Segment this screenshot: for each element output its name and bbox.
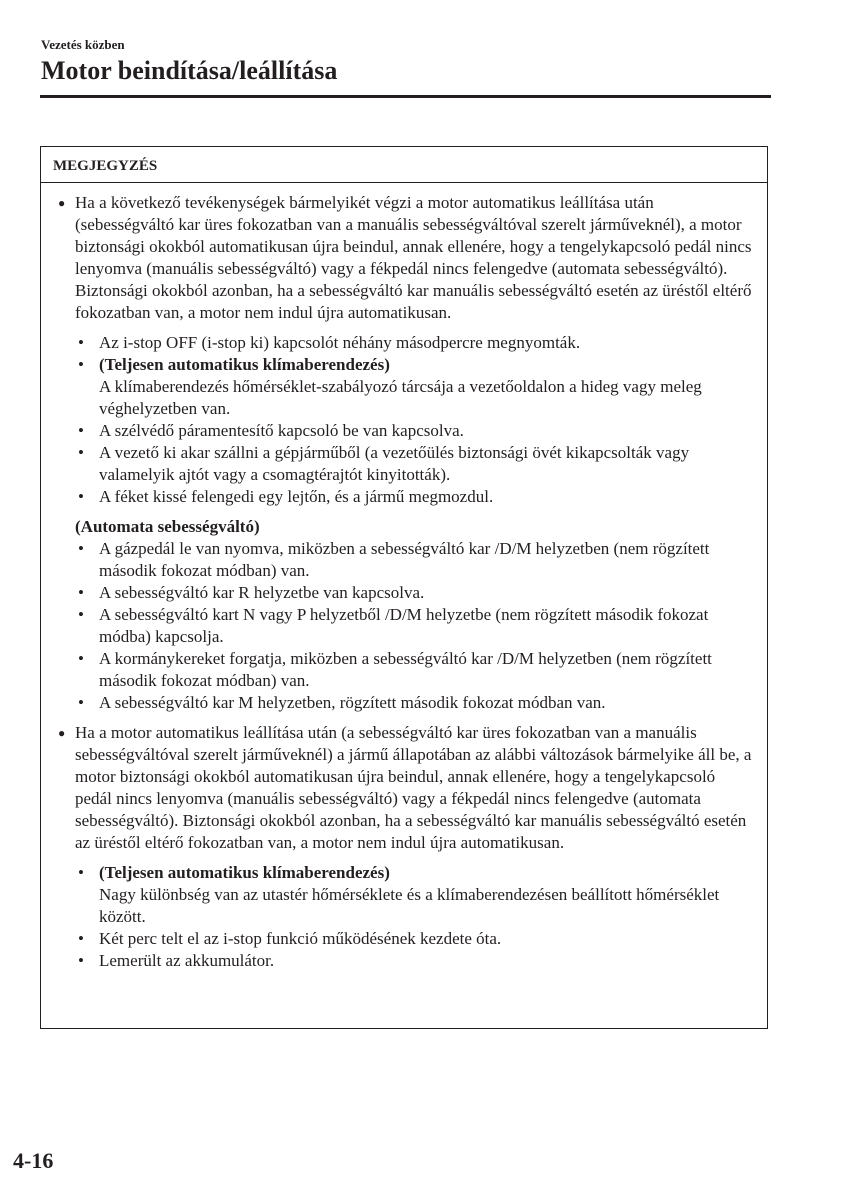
- bullet-icon: •: [78, 539, 84, 558]
- list-item: [75, 538, 753, 582]
- list-item-text: A klímaberendezés hőmérséklet-szabályozó tárcsája a vezetőoldalon a hideg vagy meleg véghelyzetben van.: [99, 377, 702, 418]
- list-item: [75, 928, 753, 950]
- list-item-text: Nagy különbség van az utastér hőmérséklete és a klímaberendezésen beállított hőmérséklet között.: [99, 885, 720, 926]
- note-heading: MEGJEGYZÉS: [41, 147, 767, 183]
- group-heading: (Automata sebességváltó): [75, 517, 260, 536]
- note-item-2-text: Ha a motor automatikus leállítása után (a sebességváltó kar üres fokozatban van a manuális sebességváltóval szerelt járműveknél) a jármű állapotában az alábbi változások bármelyike áll be, a motor biztonsági okokból automatikusan újra beindul, annak ellenére, hogy a tengelykapcsoló pedál nincs lenyomva (manuális sebességváltó) vagy a fékpedál nincs felengedve (automata sebességváltó). Biztonsági okokból azonban, ha a sebességváltó kar manuális sebességváltó esetén az üréstől eltérő fokozatban van, a motor nem indul újra automatikusan.: [75, 723, 752, 852]
- list-item-text: A féket kissé felengedi egy lejtőn, és a jármű megmozdul.: [99, 487, 494, 506]
- bullet-icon: •: [78, 443, 84, 462]
- list-item: [75, 648, 753, 692]
- list-item: [75, 950, 753, 972]
- list-item-bold: (Teljesen automatikus klímaberendezés): [99, 355, 390, 374]
- bullet-icon: •: [78, 693, 84, 712]
- list-item-text: A sebességváltó kar M helyzetben, rögzített második fokozat módban van.: [99, 693, 606, 712]
- bullet-icon: •: [78, 929, 84, 948]
- bullet-icon: •: [78, 355, 84, 374]
- bullet-icon: •: [78, 421, 84, 440]
- list-item-text: A szélvédő páramentesítő kapcsoló be van kapcsolva.: [99, 421, 464, 440]
- filled-circle-bullet-icon: ●: [58, 196, 66, 210]
- section-label: Vezetés közben: [41, 37, 125, 52]
- list-item: [75, 442, 753, 486]
- automatic-transmission-list: [75, 538, 753, 714]
- list-item: [75, 862, 753, 928]
- list-item: [75, 692, 753, 714]
- bullet-icon: •: [78, 863, 84, 882]
- list-item-text: Lemerült az akkumulátor.: [99, 951, 275, 970]
- bullet-icon: •: [78, 583, 84, 602]
- bullet-icon: •: [78, 605, 84, 624]
- note-item-2-list: [75, 862, 753, 972]
- note-item-1-list: [75, 332, 753, 508]
- list-item: [75, 582, 753, 604]
- note-item-2: [55, 722, 753, 972]
- page-title: Motor beindítása/leállítása: [41, 56, 338, 85]
- list-item: [75, 354, 753, 420]
- bullet-icon: •: [78, 951, 84, 970]
- bullet-icon: •: [78, 487, 84, 506]
- note-item-1: [55, 192, 753, 714]
- list-item-text: A vezető ki akar szállni a gépjárműből (a vezetőülés biztonsági övét kikapcsolták vagy valamelyik ajtót vagy a csomagtérajtót kinyitották).: [99, 443, 690, 484]
- list-item-text: Az i-stop OFF (i-stop ki) kapcsolót néhány másodpercre megnyomták.: [99, 333, 581, 352]
- note-body: [41, 183, 767, 972]
- list-item-text: Két perc telt el az i-stop funkció működésének kezdete óta.: [99, 929, 502, 948]
- filled-circle-bullet-icon: ●: [58, 726, 66, 740]
- list-item-bold: (Teljesen automatikus klímaberendezés): [99, 863, 390, 882]
- note-box: [40, 146, 768, 1029]
- note-item-1-text: Ha a következő tevékenységek bármelyikét végzi a motor automatikus leállítása után (sebességváltó kar üres fokozatban van a manuális sebességváltóval szerelt járműveknél), a motor biztonsági okokból automatikusan újra beindul, annak ellenére, hogy a tengelykapcsoló pedál nincs lenyomva (manuális sebességváltó) vagy a fékpedál nincs felengedve (automata sebességváltó). Biztonsági okokból azonban, ha a sebességváltó kar manuális sebességváltó esetén az üréstől eltérő fokozatban van, a motor nem indul újra automatikusan.: [75, 193, 752, 322]
- list-item: [75, 332, 753, 354]
- list-item: [75, 486, 753, 508]
- list-item: [75, 420, 753, 442]
- bullet-icon: •: [78, 333, 84, 352]
- page-number: 4-16: [13, 1148, 54, 1173]
- list-item-text: A kormánykereket forgatja, miközben a sebességváltó kar /D/M helyzetben (nem rögzített második fokozat módban) van.: [99, 649, 712, 690]
- list-item-text: A gázpedál le van nyomva, miközben a sebességváltó kar /D/M helyzetben (nem rögzített második fokozat módban) van.: [99, 539, 710, 580]
- bullet-icon: •: [78, 649, 84, 668]
- list-item: [75, 604, 753, 648]
- list-item-text: A sebességváltó kar R helyzetbe van kapcsolva.: [99, 583, 425, 602]
- title-rule: [40, 95, 771, 98]
- list-item-text: A sebességváltó kart N vagy P helyzetből /D/M helyzetbe (nem rögzített második fokozat módba) kapcsolja.: [99, 605, 709, 646]
